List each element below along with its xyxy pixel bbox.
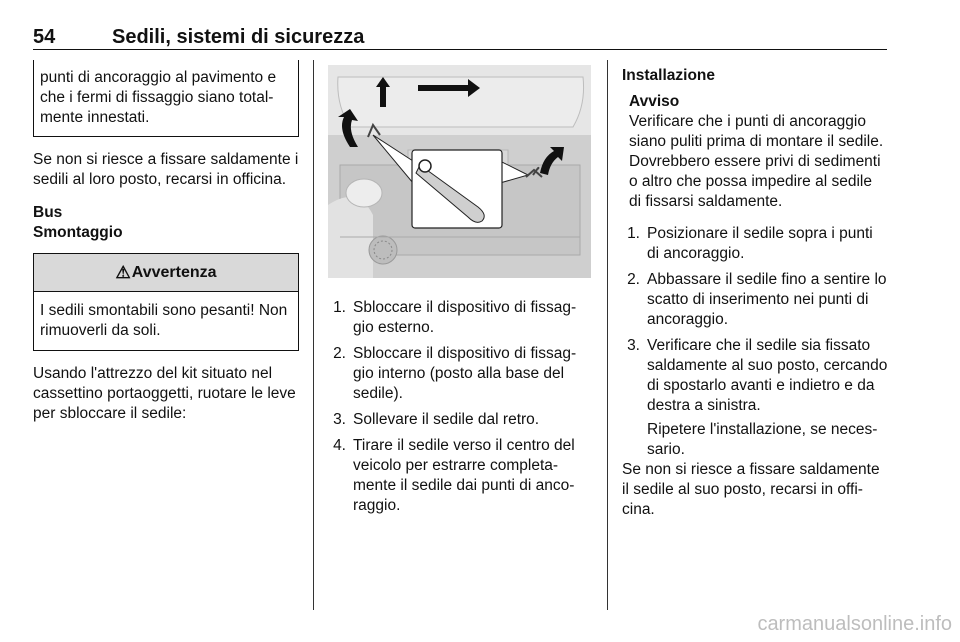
warning-title: Avvertenza (131, 263, 217, 281)
paragraph: Se non si riesce a fissare saldamente il sedile al suo posto, recarsi in offi- cina. (622, 461, 880, 518)
watermark: carmanualsonline.info (757, 613, 952, 635)
page-number: 54 (33, 26, 56, 48)
step-text: Abbassare il sedile fino a sentire lo scatto di inserimento nei punti di ancoraggio. (647, 271, 887, 328)
section-heading-installation: Installazione (622, 67, 716, 84)
list-item (328, 344, 591, 404)
list-item (328, 436, 591, 516)
section-heading-bus: Bus (33, 204, 63, 221)
step-text: Sbloccare il dispositivo di fissag- gio interno (posto alla base del sedile). (353, 345, 577, 402)
warning-box (33, 253, 299, 351)
step-number: 2. (333, 345, 346, 362)
list-item (622, 336, 888, 416)
column-middle (328, 60, 591, 522)
list-item (622, 270, 888, 330)
warning-triangle-icon: ⚠ (115, 262, 131, 282)
page-title: Sedili, sistemi di sicurezza (112, 26, 365, 48)
installation-steps (622, 224, 888, 460)
removal-steps (328, 298, 591, 516)
step-text: Verificare che il sedile sia fissato saldamente al suo posto, cercando di spostarlo avanti e indietro e da destra a sinistra. (647, 337, 888, 414)
list-item (328, 298, 591, 338)
step-text: Sollevare il sedile dal retro. (353, 411, 540, 428)
note-text: Verificare che i punti di ancoraggio siano puliti prima di montare il sedile. Dovrebbero essere privi di sedimenti o altro che possa impedire al sedile di fissarsi saldamente. (629, 113, 884, 210)
column-divider (313, 60, 314, 610)
list-item (622, 224, 888, 264)
column-divider (607, 60, 608, 610)
step-number: 1. (627, 225, 640, 242)
section-heading-removal: Smontaggio (33, 224, 123, 241)
step-text: Sbloccare il dispositivo di fissag- gio esterno. (353, 299, 577, 336)
column-left (33, 60, 299, 424)
list-item (328, 410, 591, 430)
step-number: 1. (333, 299, 346, 316)
note-title: Avviso (629, 93, 680, 110)
step-number: 4. (333, 437, 346, 454)
step-number: 2. (627, 271, 640, 288)
step-text: Tirare il sedile verso il centro del veicolo per estrarre completa- mente il sedile dai punti di anco- raggio. (353, 437, 575, 514)
column-right (622, 60, 888, 520)
warning-text: I sedili smontabili sono pesanti! Non rimuoverli da soli. (40, 302, 288, 339)
continued-box-text: punti di ancoraggio al pavimento e che i fermi di fissaggio siano total- mente innestati. (40, 69, 277, 126)
warning-header (34, 254, 298, 292)
seat-release-illustration (328, 65, 591, 278)
note-block (622, 92, 888, 212)
step-number: 3. (333, 411, 346, 428)
continued-box (33, 60, 299, 137)
paragraph: Se non si riesce a fissare saldamente i sedili al loro posto, recarsi in officina. (33, 151, 299, 188)
repeat-instruction: Ripetere l'installazione, se neces- sario. (647, 421, 878, 458)
step-number: 3. (627, 337, 640, 354)
page-header (33, 26, 887, 50)
paragraph: Usando l'attrezzo del kit situato nel cassettino portaoggetti, ruotare le leve per sbloccare il sedile: (33, 365, 296, 422)
step-text: Posizionare il sedile sopra i punti di ancoraggio. (647, 225, 873, 262)
